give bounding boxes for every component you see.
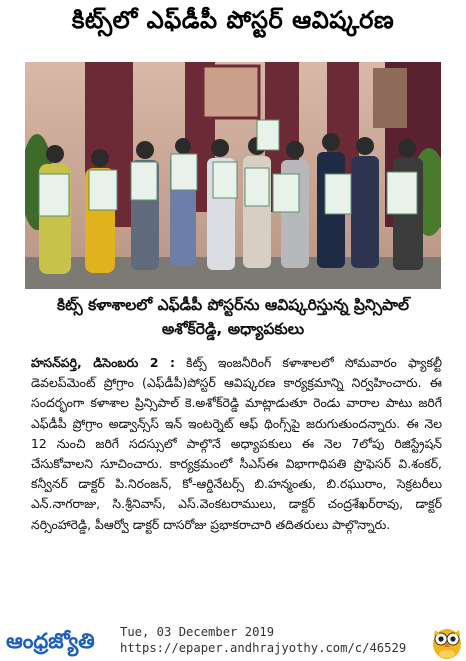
edition-date: Tue, 03 December 2019	[120, 625, 275, 639]
article-body-text: కిట్స్ ఇంజనీరింగ్ కళాశాలలో సోమవారం ఫ్యాకల్టీ డెవలప్‌మెంట్ ప్రోగ్రాం (ఎఫ్‌డీపీ)పోస్టర్ ఆవిష్కరణ కార్యక్రమాన్ని నిర్వహించారు. ఈ సందర్భంగా కళాశాల ప్రిన్సిపాల్ కె.అశోక్‌రెడ్డి మాట్లాడుతూ రెండు వారాల పాటు జరిగే ఎఫ్‌డీపీ ప్రోగ్రాం అడ్వాన్స్‌స్ ఇన్ ఇంటర్నెట్ ఆఫ్ థింగ్స్‌పై జరుగుతుందన్నారు. ఈ నెల 12 నుంచి జరిగే సదస్సులో పాల్గొనే అధ్యాపకులు ఈ నెల 7లోపు రిజిస్ట్రేషన్ చేసుకోవాలని సూచించారు. కార్యక్రమంలో సీఎస్‌ఈ విభాగాధిపతి ప్రొఫెసర్ వి.శంకర్, కన్వీనర్ డాక్టర్ పి.నిరంజన్, కో-ఆర్డినేటర్స్ బి.హన్మంతు, బి.రఘురాం, సెక్రటరీలు ఎన్.నాగరాజు, సి.శ్రీనివాస్, ఎస్.వెంకటరాములు, డాక్టర్ చంద్రశేఖర్‌రావు, డాక్టర్ నర్సింహారెడ్డి, పీఆర్వో డాక్టర్ దాసరోజు ప్రభాకరాచారి తదితరులు పాల్గొన్నారు.	[31, 355, 443, 532]
article-headline: కిట్స్‌లో ఎఫ్‌డీపీ పోస్టర్ ఆవిష్కరణ	[71, 6, 395, 34]
photo-caption-line1: కిట్స్ కళాశాలలో ఎఫ్‌డీపీ పోస్టర్‌ను ఆవిష్కరిస్తున్న ప్రిన్సిపాల్	[57, 296, 409, 314]
source-url[interactable]: https://epaper.andhrajyothy.com/c/46529	[120, 641, 407, 655]
photo-caption-line2: అశోక్‌రెడ్డి, అధ్యాపకులు	[161, 320, 305, 338]
article-dateline: హసన్‌పర్తి, డిసెంబరు 2 :	[31, 355, 175, 370]
article-body	[31, 353, 442, 535]
group-photo-illustration	[25, 62, 441, 289]
epaper-footer	[0, 622, 466, 661]
owl-icon	[430, 622, 464, 660]
photo-caption	[0, 293, 466, 341]
andhrajyothy-logo[interactable]: ఆంధ్రజ్యోతి	[6, 629, 95, 653]
group-photo	[25, 62, 441, 289]
